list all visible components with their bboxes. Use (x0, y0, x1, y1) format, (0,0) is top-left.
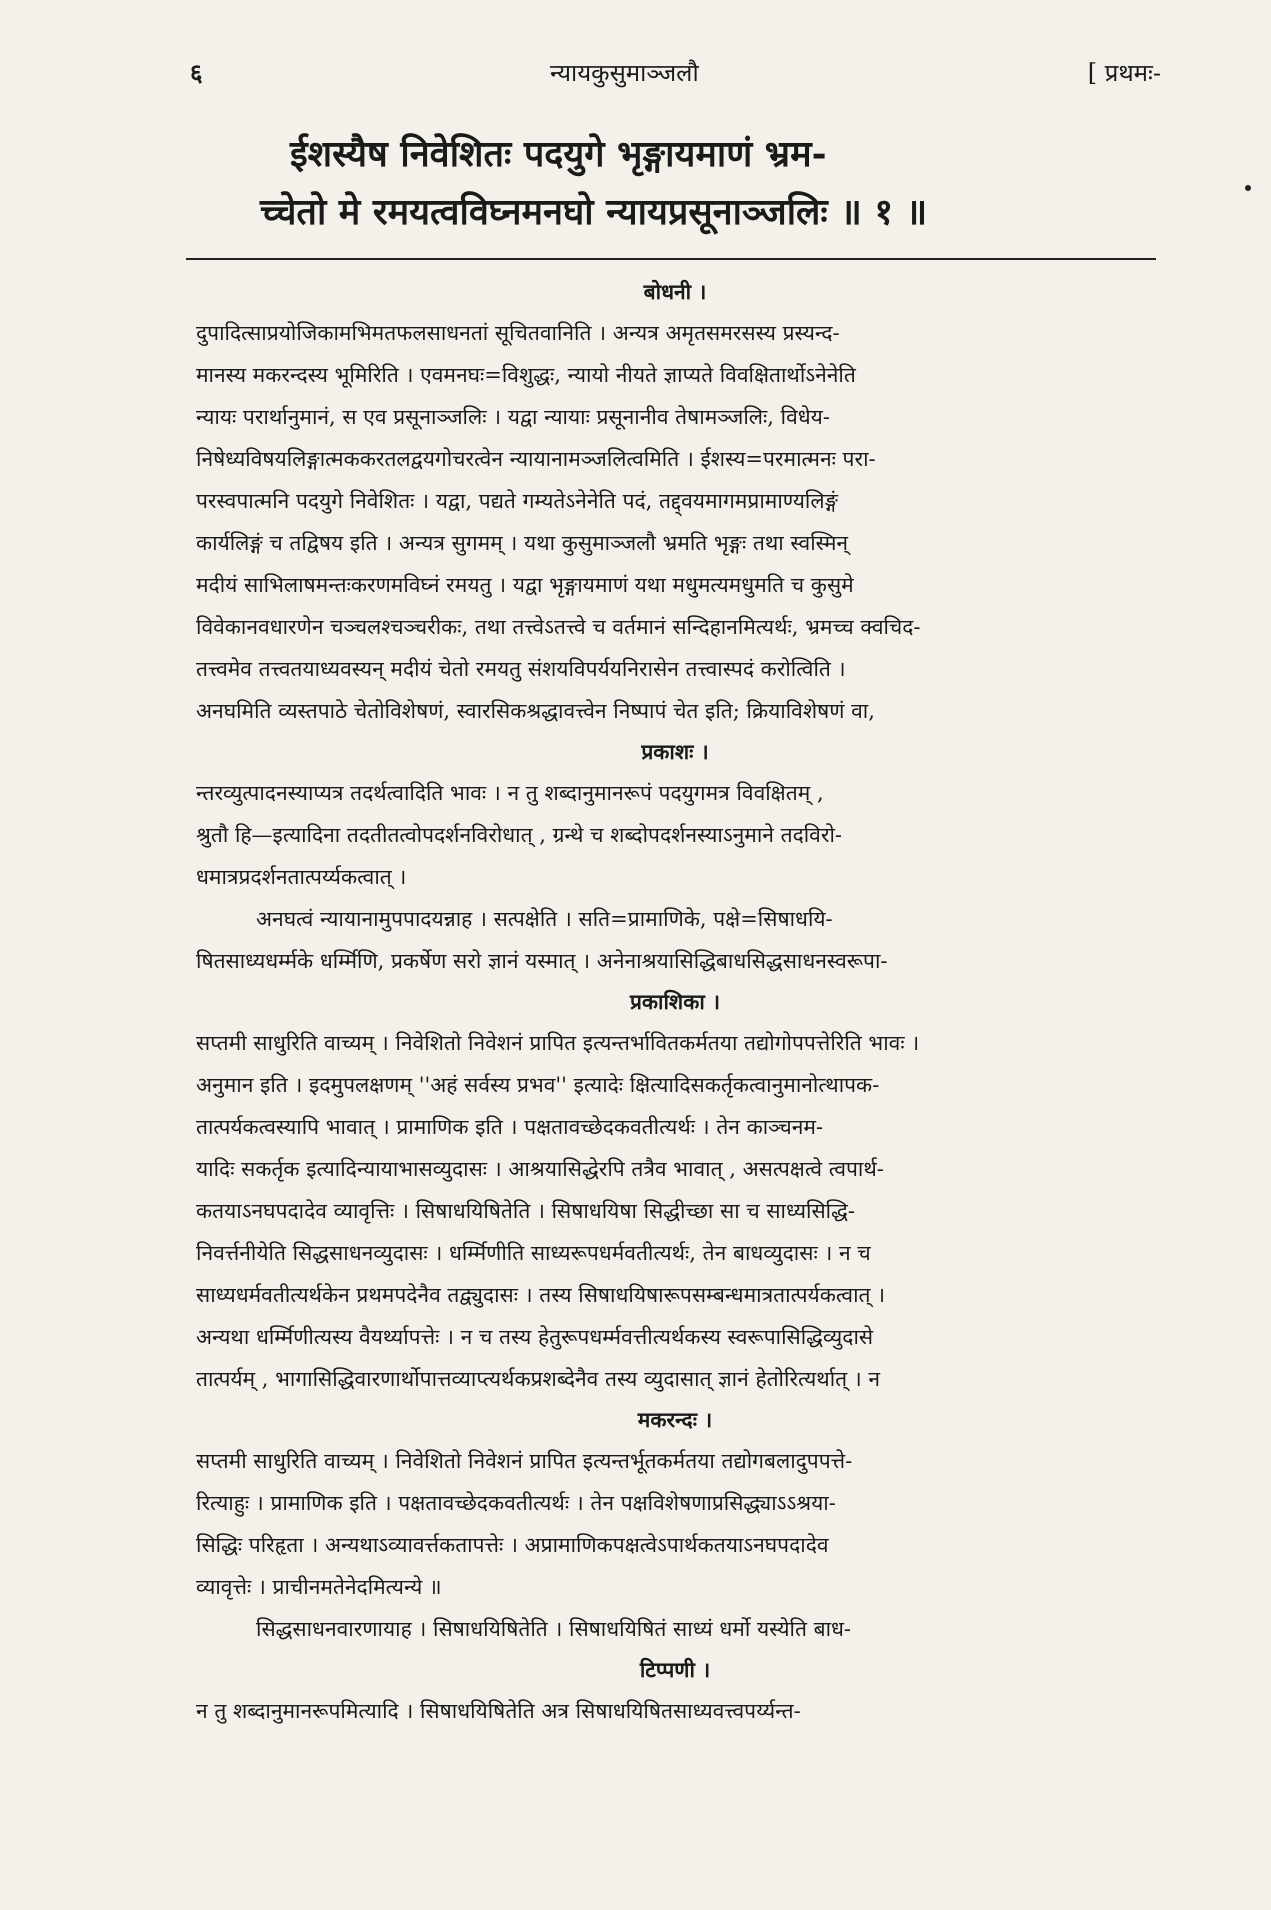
section-bodhani (196, 272, 1154, 732)
section-makaranda (196, 1400, 1154, 1650)
section-title: प्रकाशः । (641, 739, 709, 764)
text-line: तात्पर्यम् , भागासिद्धिवारणार्थोपात्तव्याप्त्यर्थकप्रशब्देनैव तस्य व्युदासात् ज्ञानं हेतोरित्यर्थात् । न (196, 1367, 881, 1391)
section-title: प्रकाशिका । (629, 989, 721, 1014)
text-line: तात्पर्यकत्वस्यापि भावात् । प्रामाणिक इति । पक्षतावच्छेदकवतीत्यर्थः । तेन काञ्चनम- (196, 1115, 824, 1139)
commentary-body (196, 272, 1154, 1872)
text-line: सिद्धसाधनवारणायाह । सिषाधयिषितेति । सिषाधयिषितं साध्यं धर्मो यस्येति बाध- (256, 1617, 852, 1641)
text-line: सप्तमी साधुरिति वाच्यम् । निवेशितो निवेशनं प्रापित इत्यन्तर्भूतकर्मतया तद्योगबलादुपपत्ते- (196, 1449, 853, 1473)
text-line: सप्तमी साधुरिति वाच्यम् । निवेशितो निवेशनं प्रापित इत्यन्तर्भावितकर्मतया तद्योगोपपत्तेरिति भावः । (196, 1031, 920, 1055)
text-line: मदीयं साभिलाषमन्तःकरणमविघ्नं रमयतु । यद्वा भृङ्गायमाणं यथा मधुमत्यमधुमति च कुसुमे (196, 573, 854, 597)
verse-line-2: च्चेतो मे रमयत्वविघ्नमनघो न्यायप्रसूनाञ्जलिः ॥ १ ॥ (260, 191, 928, 233)
page-number: ६ (190, 58, 203, 87)
text-line: निवर्त्तनीयेति सिद्धसाधनव्युदासः । धर्म्मिणीति साध्यरूपधर्मवतीत्यर्थः, तेन बाधव्युदासः । न च (196, 1241, 871, 1265)
verse-divider (186, 258, 1156, 260)
text-line: साध्यधर्मवतीत्यर्थकेन प्रथमपदेनैव तद्व्युदासः । तस्य सिषाधयिषारूपसम्बन्धमात्रतात्पर्यकत्वात् । (196, 1283, 886, 1307)
text-line: दुपादित्साप्रयोजिकामभिमतफलसाधनतां सूचितवानिति । अन्यत्र अमृतसमरसस्य प्रस्यन्द- (196, 321, 840, 345)
running-header (190, 52, 1161, 92)
section-title: मकरन्दः । (637, 1407, 713, 1432)
text-line: सिद्धिः परिहृता । अन्यथाऽव्यावर्त्तकतापत्तेः । अप्रामाणिकपक्षत्वेऽपार्थकतयाऽनघपदादेव (196, 1533, 829, 1557)
section-prakasha (196, 732, 1154, 982)
text-line: न तु शब्दानुमानरूपमित्यादि । सिषाधयिषितेति अत्र सिषाधयिषितसाध्यवत्त्वपर्य्यन्त- (196, 1699, 801, 1723)
section-title: बोधनी । (643, 279, 707, 304)
print-speck (1245, 185, 1251, 191)
text-line: रित्याहुः । प्रामाणिक इति । पक्षतावच्छेदकवतीत्यर्थः । तेन पक्षविशेषणाप्रसिद्ध्याऽऽश्रया- (196, 1491, 836, 1515)
text-line: धमात्रप्रदर्शनतात्पर्य्यकत्वात् । (196, 865, 407, 889)
text-line: कार्यलिङ्गं च तद्विषय इति । अन्यत्र सुगमम् । यथा कुसुमाञ्जलौ भ्रमति भृङ्गः तथा स्वस्मिन् (196, 531, 849, 555)
verse (260, 125, 1130, 241)
text-line: तत्त्वमेव तत्त्वतयाध्यवस्यन् मदीयं चेतो रमयतु संशयविपर्ययनिरासेन तत्त्वास्पदं करोत्विति । (196, 657, 846, 681)
section-marker: [ प्रथमः- (1087, 59, 1161, 87)
text-line: कतयाऽनघपदादेव व्यावृत्तिः । सिषाधयिषितेति । सिषाधयिषा सिद्धीच्छा सा च साध्यसिद्धि- (196, 1199, 855, 1223)
running-title: न्यायकुसुमाञ्जलौ (550, 59, 699, 87)
text-line: मानस्य मकरन्दस्य भूमिरिति । एवमनघः=विशुद्धः, न्यायो नीयते ज्ञाप्यते विवक्षितार्थोऽनेनेति (196, 363, 856, 387)
text-line: यादिः सकर्तृक इत्यादिन्यायाभासव्युदासः । आश्रयासिद्धेरपि तत्रैव भावात् , असत्पक्षत्वे त्वपार्थ- (196, 1157, 884, 1181)
text-line: परस्वपात्मनि पदयुगे निवेशितः । यद्वा, पद्यते गम्यतेऽनेनेति पदं, तद्द्वयमागमप्रामाण्यलिङ्गं (196, 489, 838, 513)
text-line: विवेकानवधारणेन चञ्चलश्चञ्चरीकः, तथा तत्त्वेऽतत्त्वे च वर्तमानं सन्दिहानमित्यर्थः, भ्रमच्च क्वचिद- (196, 615, 921, 639)
section-tippani (196, 1650, 1154, 1732)
text-line: व्यावृत्तेः । प्राचीनमतेनेदमित्यन्ये ॥ (196, 1575, 442, 1599)
text-line: अन्यथा धर्म्मिणीत्यस्य वैयर्थ्यापत्तेः । न च तस्य हेतुरूपधर्म्मवत्तीत्यर्थकस्य स्वरूपासिद्धिव्युदासे (196, 1325, 874, 1349)
text-line: न्यायः परार्थानुमानं, स एव प्रसूनाञ्जलिः । यद्वा न्यायाः प्रसूनानीव तेषामञ्जलिः, विधेय- (196, 405, 830, 429)
section-title: टिप्पणी । (639, 1657, 711, 1682)
section-prakashika (196, 982, 1154, 1400)
text-line: निषेध्यविषयलिङ्गात्मककरतलद्वयगोचरत्वेन न्यायानामञ्जलित्वमिति । ईशस्य=परमात्मनः परा- (196, 447, 876, 471)
text-line: षितसाध्यधर्म्मके धर्म्मिणि, प्रकर्षेण सरो ज्ञानं यस्मात् । अनेनाश्रयासिद्धिबाधसिद्धसाधनस्वरूपा- (196, 949, 888, 973)
text-line: अनुमान इति । इदमुपलक्षणम् ''अहं सर्वस्य प्रभव'' इत्यादेः क्षित्यादिसकर्तृकत्वानुमानोत्थापक- (196, 1073, 880, 1097)
text-line: अनघमिति व्यस्तपाठे चेतोविशेषणं, स्वारसिकश्रद्धावत्त्वेन निष्पापं चेत इति; क्रियाविशेषणं वा, (196, 699, 875, 723)
text-line: श्रुतौ हि—इत्यादिना तदतीतत्वोपदर्शनविरोधात् , ग्रन्थे च शब्दोपदर्शनस्याऽनुमाने तदविरो- (196, 823, 842, 847)
text-line: अनघत्वं न्यायानामुपपादयन्नाह । सत्पक्षेति । सति=प्रामाणिके, पक्षे=सिषाधयि- (256, 907, 833, 931)
text-line: न्तरव्युत्पादनस्याप्यत्र तदर्थत्वादिति भावः । न तु शब्दानुमानरूपं पदयुगमत्र विवक्षितम् , (196, 781, 824, 805)
verse-line-1: ईशस्यैष निवेशितः पदयुगे भृङ्गायमाणं भ्रम- (290, 133, 827, 175)
